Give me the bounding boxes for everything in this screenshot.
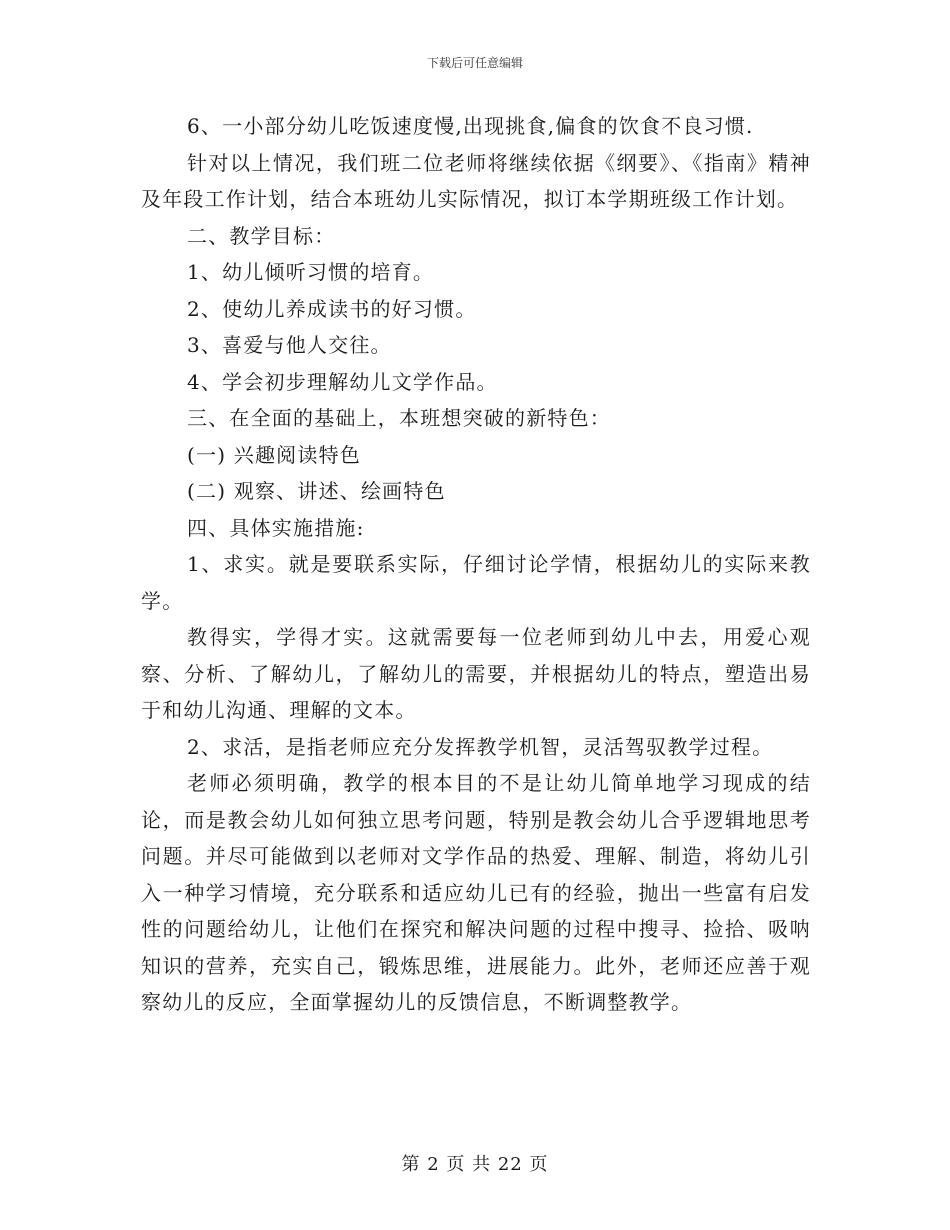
document-body [141, 108, 811, 1021]
paragraph-teacher-must: 老师必须明确，教学的根本目的不是让幼儿简单地学习现成的结论，而是教会幼儿如何独立思考问题，特别是教会幼儿合乎逻辑地思考问题。并尽可能做到以老师对文学作品的热爱、理解、制造，将幼儿引入一种学习情境，充分联系和适应幼儿已有的经验，抛出一些富有启发性的问题给幼儿，让他们在探究和解决问题的过程中搜寻、捡拾、吸呐知识的营养，充实自己，锻炼思维，进展能力。此外，老师还应善于观察幼儿的反应，全面掌握幼儿的反馈信息，不断调整教学。 [141, 771, 811, 1014]
section-heading-measures: 四、具体实施措施: [187, 515, 365, 540]
section-heading-teaching-goals: 二、教学目标： [187, 223, 336, 248]
goal-item-1: 1、幼儿倾听习惯的培育。 [187, 260, 435, 284]
measure-item-1: 1、求实。就是要联系实际，仔细讨论学情，根据幼儿的实际来教学。 [141, 552, 811, 613]
goal-item-2: 2、使幼儿养成读书的好习惯。 [187, 296, 477, 321]
section-heading-new-features: 三、在全面的基础上，本班想突破的新特色： [187, 406, 611, 430]
page-header: 下载后可任意编辑 [426, 56, 523, 70]
paragraph-1: 6、一小部分幼儿吃饭速度慢,出现挑食,偏食的饮食不良习惯. [187, 114, 754, 138]
paragraph-teach-real: 教得实，学得才实。这就需要每一位老师到幼儿中去，用爱心观察、分析、了解幼儿，了解幼儿的需要，并根据幼儿的特点，塑造出易于和幼儿沟通、理解的文本。 [141, 625, 811, 722]
goal-item-3: 3、喜爱与他人交往。 [187, 333, 392, 357]
paragraph-2: 针对以上情况，我们班二位老师将继续依据《纲要》、《指南》精神及年段工作计划，结合本班幼儿实际情况，拟订本学期班级工作计划。 [141, 150, 811, 211]
measure-item-2: 2、求活，是指老师应充分发挥教学机智，灵活驾驭教学过程。 [187, 734, 774, 759]
feature-item-1: (一) 兴趣阅读特色 [187, 442, 361, 467]
feature-item-2: (二) 观察、讲述、绘画特色 [187, 479, 446, 503]
page-number-footer: 第 2 页 共 22 页 [401, 1154, 549, 1175]
goal-item-4: 4、学会初步理解幼儿文学作品。 [187, 369, 498, 394]
